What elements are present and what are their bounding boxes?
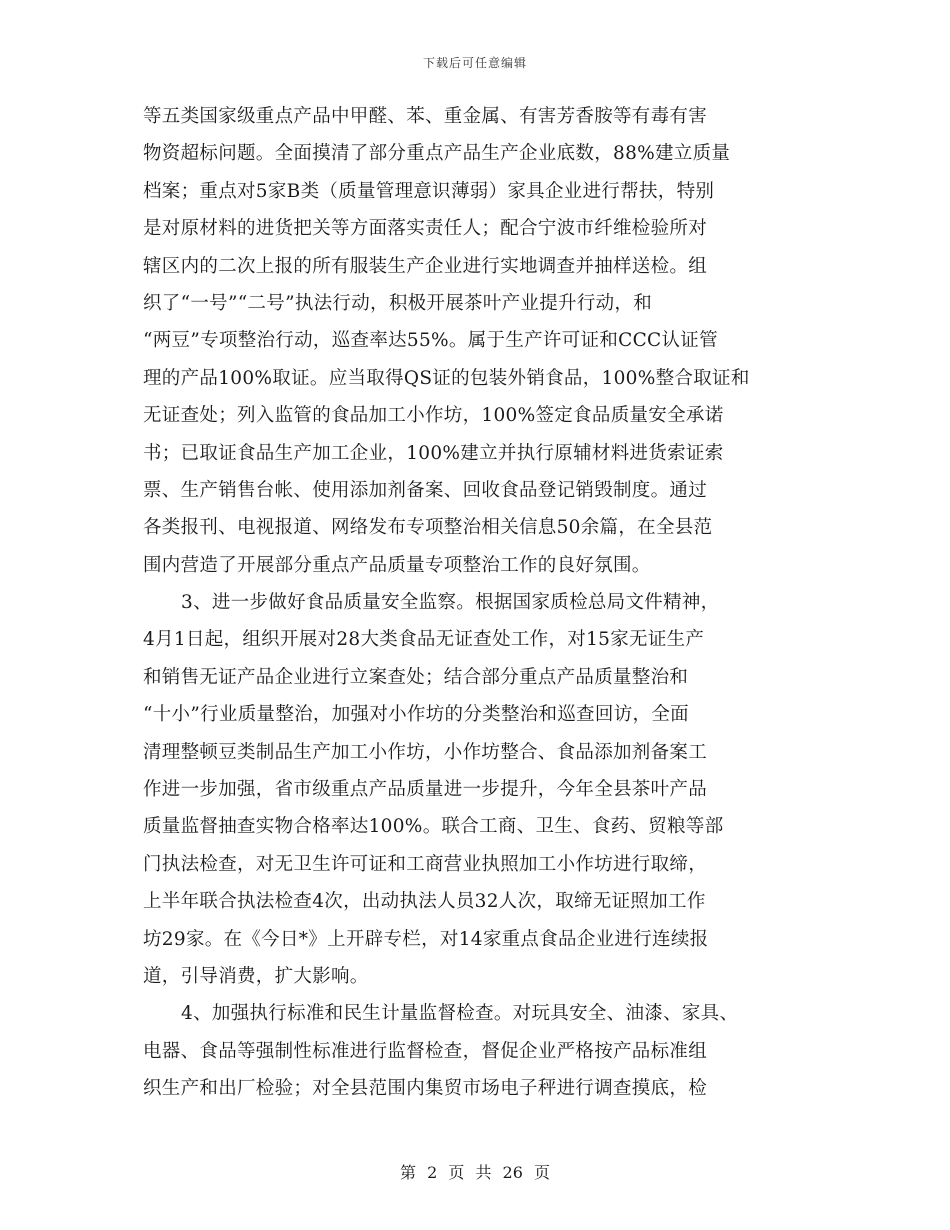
text-line: 和销售无证产品企业进行立案查处；结合部分重点产品质量整治和: [143, 666, 689, 688]
text-line: 围内营造了开展部分重点产品质量专项整治工作的良好氛围。: [143, 554, 651, 576]
text-line: 坊29家。在《今日*》上开辟专栏，对14家重点食品企业进行连续报: [143, 928, 709, 950]
text-line: 票、生产销售台帐、使用添加剂备案、回收食品登记销毁制度。通过: [143, 479, 708, 501]
text-line: 门执法检查，对无卫生许可证和工商营业执照加工小作坊进行取缔，: [143, 853, 708, 875]
text-line: 无证查处；列入监管的食品加工小作坊，100%签定食品质量安全承诺: [143, 405, 724, 427]
page-footer: 第 2 页 共 26 页: [400, 1163, 550, 1182]
text-line: 辖区内的二次上报的所有服装生产企业进行实地调查并抽样送检。组: [143, 255, 708, 277]
text-line: 3、进一步做好食品质量安全监察。根据国家质检总局文件精神，: [181, 592, 720, 614]
text-line: 等五类国家级重点产品中甲醛、苯、重金属、有害芳香胺等有毒有害: [143, 106, 708, 127]
text-line: 是对原材料的进货把关等方面落实责任人；配合宁波市纤维检验所对: [143, 218, 708, 240]
text-line: 道，引导消费，扩大影响。: [143, 965, 369, 987]
text-line: 织生产和出厂检验；对全县范围内集贸市场电子秤进行调查摸底，检: [143, 1078, 708, 1100]
text-line: 书；已取证食品生产加工企业，100%建立并执行原辅材料进货索证索: [143, 442, 724, 464]
text-line: 织了“一号”“二号”执法行动，积极开展茶叶产业提升行动，和: [143, 292, 653, 314]
text-line: 4、加强执行标准和民生计量监督检查。对玩具安全、油漆、家具、: [181, 1003, 739, 1025]
text-line: 上半年联合执法检查4次，出动执法人员32人次，取缔无证照加工作: [143, 891, 706, 913]
text-line: 电器、食品等强制性标准进行监督检查，督促企业严格按产品标准组: [143, 1040, 708, 1062]
page-header: 下载后可任意编辑: [422, 56, 527, 70]
text-line: 档案；重点对5家B类（质量管理意识薄弱）家具企业进行帮扶，特别: [143, 180, 715, 202]
text-line: 物资超标问题。全面摸清了部分重点产品生产企业底数，88%建立质量: [143, 143, 731, 165]
text-line: 作进一步加强，省市级重点产品质量进一步提升，今年全县茶叶产品: [143, 779, 708, 801]
text-line: “两豆”专项整治行动，巡查率达55%。属于生产许可证和CCC认证管: [143, 330, 718, 352]
text-line: 质量监督抽查实物合格率达100%。联合工商、卫生、食药、贸粮等部: [143, 816, 724, 838]
text-line: “十小”行业质量整治，加强对小作坊的分类整治和巡查回访，全面: [143, 704, 689, 726]
text-line: 清理整顿豆类制品生产加工小作坊，小作坊整合、食品添加剂备案工: [143, 741, 708, 763]
document-body: [143, 98, 823, 1108]
text-line: 理的产品100%取证。应当取得QS证的包装外销食品，100%整合取证和: [143, 367, 750, 389]
text-line: 4月1日起，组织开展对28大类食品无证查处工作，对15家无证生产: [143, 629, 705, 651]
text-line: 各类报刊、电视报道、网络发布专项整治相关信息50余篇，在全县范: [143, 517, 713, 539]
